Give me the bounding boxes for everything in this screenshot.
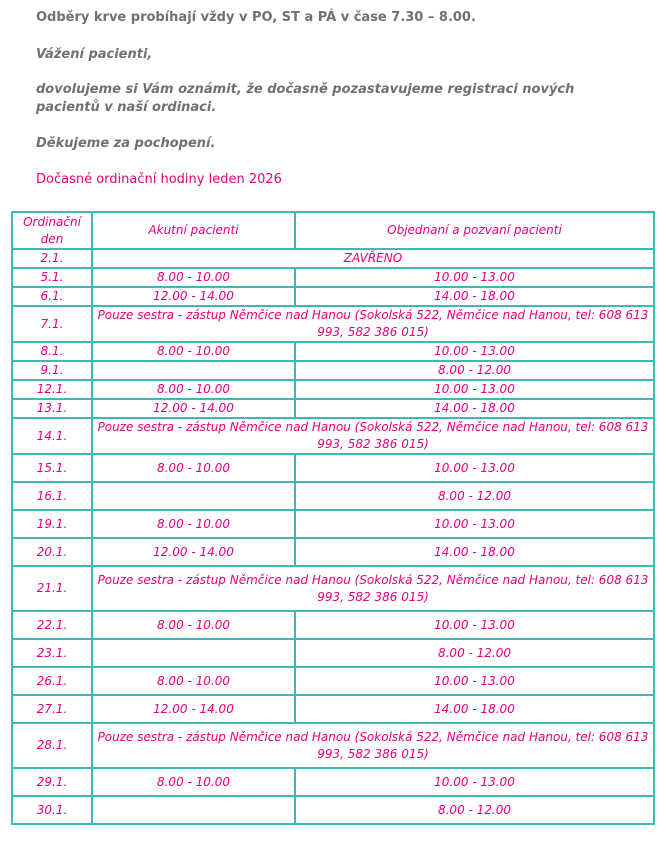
table-body: [12, 249, 654, 824]
row-acute-hours: 12.00 - 14.00: [92, 538, 295, 566]
row-day: 29.1.: [12, 768, 92, 796]
table-row: [12, 380, 654, 399]
table-row: [12, 723, 654, 768]
row-ordered-hours: 14.00 - 18.00: [295, 695, 654, 723]
row-ordered-hours: 8.00 - 12.00: [295, 796, 654, 824]
row-acute-hours: 8.00 - 10.00: [92, 454, 295, 482]
row-ordered-hours: 10.00 - 13.00: [295, 268, 654, 287]
table-row: [12, 482, 654, 510]
table-row: [12, 249, 654, 268]
row-day: 28.1.: [12, 723, 92, 768]
row-acute-hours: 8.00 - 10.00: [92, 611, 295, 639]
row-ordered-hours: 10.00 - 13.00: [295, 611, 654, 639]
table-row: [12, 796, 654, 824]
row-day: 27.1.: [12, 695, 92, 723]
row-ordered-hours: 8.00 - 12.00: [295, 482, 654, 510]
row-day: 26.1.: [12, 667, 92, 695]
row-acute-hours: 8.00 - 10.00: [92, 268, 295, 287]
registration-notice: dovolujeme si Vám oznámit, že dočasně pozastavujeme registraci nových pacientů v naší ordinaci.: [36, 82, 575, 115]
row-day: 30.1.: [12, 796, 92, 824]
row-acute-hours: [92, 361, 295, 380]
table-row: [12, 510, 654, 538]
row-acute-hours: [92, 482, 295, 510]
row-day: 2.1.: [12, 249, 92, 268]
row-note: Pouze sestra - zástup Němčice nad Hanou (Sokolská 522, Němčice nad Hanou, tel: 608 613 993, 582 386 015): [92, 418, 654, 454]
row-day: 9.1.: [12, 361, 92, 380]
row-ordered-hours: 14.00 - 18.00: [295, 287, 654, 306]
table-row: [12, 768, 654, 796]
row-ordered-hours: 10.00 - 13.00: [295, 342, 654, 361]
table-row: [12, 268, 654, 287]
row-acute-hours: 12.00 - 14.00: [92, 695, 295, 723]
table-row: [12, 418, 654, 454]
row-acute-hours: 8.00 - 10.00: [92, 342, 295, 361]
row-acute-hours: 8.00 - 10.00: [92, 667, 295, 695]
table-row: [12, 361, 654, 380]
row-ordered-hours: 8.00 - 12.00: [295, 361, 654, 380]
blood-draw-info: Odběry krve probíhají vždy v PO, ST a PÁ v čase 7.30 – 8.00.: [36, 10, 476, 25]
table-row: [12, 454, 654, 482]
row-day: 21.1.: [12, 566, 92, 611]
row-acute-hours: [92, 639, 295, 667]
row-day: 22.1.: [12, 611, 92, 639]
row-ordered-hours: 10.00 - 13.00: [295, 380, 654, 399]
table-row: [12, 667, 654, 695]
row-ordered-hours: 14.00 - 18.00: [295, 399, 654, 418]
row-ordered-hours: 10.00 - 13.00: [295, 454, 654, 482]
row-day: 13.1.: [12, 399, 92, 418]
row-note: Pouze sestra - zástup Němčice nad Hanou (Sokolská 522, Němčice nad Hanou, tel: 608 613 993, 582 386 015): [92, 306, 654, 342]
row-day: 5.1.: [12, 268, 92, 287]
table-row: [12, 639, 654, 667]
row-ordered-hours: 14.00 - 18.00: [295, 538, 654, 566]
row-day: 8.1.: [12, 342, 92, 361]
row-day: 6.1.: [12, 287, 92, 306]
row-note: Pouze sestra - zástup Němčice nad Hanou (Sokolská 522, Němčice nad Hanou, tel: 608 613 993, 582 386 015): [92, 723, 654, 768]
row-acute-hours: 8.00 - 10.00: [92, 768, 295, 796]
row-day: 16.1.: [12, 482, 92, 510]
table-row: [12, 342, 654, 361]
table-row: [12, 611, 654, 639]
header-ordered: Objednaní a pozvaní pacienti: [295, 212, 654, 249]
row-note: Pouze sestra - zástup Němčice nad Hanou (Sokolská 522, Němčice nad Hanou, tel: 608 613 993, 582 386 015): [92, 566, 654, 611]
row-day: 15.1.: [12, 454, 92, 482]
table-row: [12, 399, 654, 418]
table-header-row: [12, 212, 654, 249]
thanks-text: Děkujeme za pochopení.: [36, 136, 216, 151]
table-row: [12, 287, 654, 306]
row-ordered-hours: 10.00 - 13.00: [295, 768, 654, 796]
row-day: 14.1.: [12, 418, 92, 454]
row-acute-hours: 8.00 - 10.00: [92, 380, 295, 399]
row-acute-hours: 12.00 - 14.00: [92, 287, 295, 306]
row-ordered-hours: 10.00 - 13.00: [295, 510, 654, 538]
row-day: 7.1.: [12, 306, 92, 342]
row-day: 19.1.: [12, 510, 92, 538]
office-hours-table: [11, 211, 655, 825]
table-row: [12, 566, 654, 611]
header-acute: Akutní pacienti: [92, 212, 295, 249]
table-row: [12, 306, 654, 342]
table-row: [12, 538, 654, 566]
row-day: 20.1.: [12, 538, 92, 566]
header-day: Ordinační den: [12, 212, 92, 249]
greeting: Vážení pacienti,: [36, 47, 153, 62]
row-ordered-hours: 8.00 - 12.00: [295, 639, 654, 667]
row-day: 12.1.: [12, 380, 92, 399]
row-day: 23.1.: [12, 639, 92, 667]
schedule-heading: Dočasné ordinační hodiny leden 2026: [36, 172, 282, 187]
row-ordered-hours: 10.00 - 13.00: [295, 667, 654, 695]
row-acute-hours: 12.00 - 14.00: [92, 399, 295, 418]
row-note: ZAVŘENO: [92, 249, 654, 268]
table-row: [12, 695, 654, 723]
row-acute-hours: 8.00 - 10.00: [92, 510, 295, 538]
row-acute-hours: [92, 796, 295, 824]
